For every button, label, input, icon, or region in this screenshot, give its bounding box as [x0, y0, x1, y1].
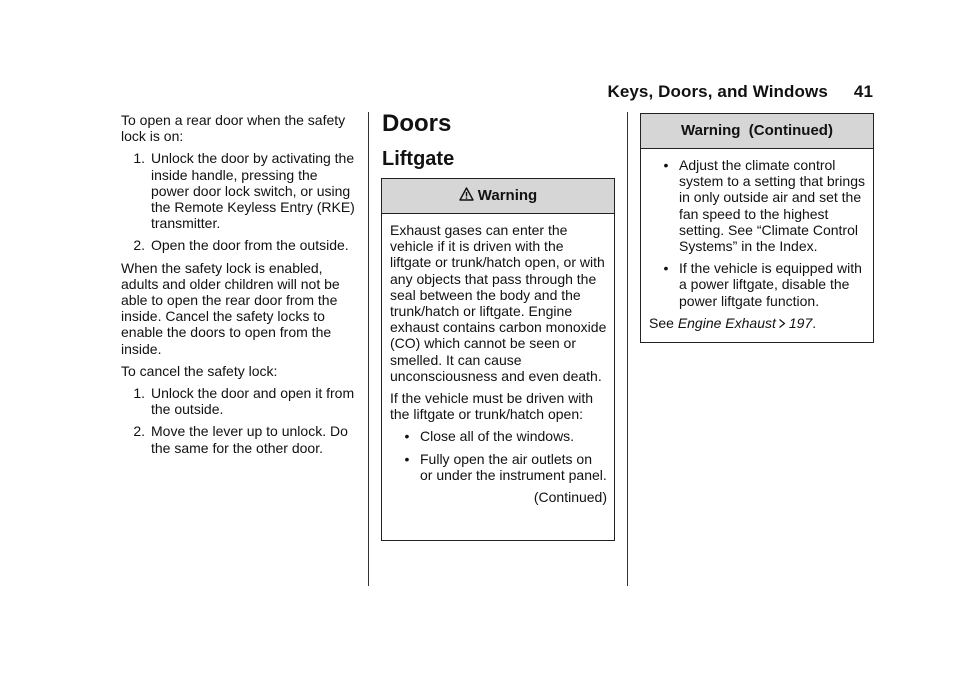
- bullet-text: Close all of the windows.: [420, 428, 575, 445]
- engine-exhaust-page[interactable]: 197: [788, 314, 813, 331]
- step-number: 1.: [133, 385, 145, 402]
- list-item: [121, 150, 357, 231]
- bullet-glyph: •: [404, 450, 410, 467]
- bullet-text: Fully open the air outlets on or under the instrument panel.: [420, 450, 607, 483]
- engine-exhaust-link[interactable]: Engine Exhaust: [677, 314, 776, 331]
- bullet-glyph: •: [404, 428, 410, 445]
- list-item: [649, 260, 866, 309]
- list-item: [649, 157, 866, 254]
- step-text: Unlock the door and open it from the outside.: [151, 385, 355, 418]
- step-text: Unlock the door by activating the inside handle, pressing the power door lock switch, or using the Remote Keyless Entry (RKE) transmitter.: [151, 150, 355, 232]
- step-text: Open the door from the outside.: [151, 237, 349, 254]
- warning-continued-title: Warning (Continued): [681, 121, 833, 139]
- warning-paragraph-driven-open: If the vehicle must be driven with the liftgate or trunk/hatch open:: [390, 390, 594, 423]
- safety-lock-enabled-paragraph: When the safety lock is enabled, adults and older children will not be able to open the rear door from the inside. Cancel the safety locks to enable the doors to open from the inside.: [121, 259, 340, 357]
- warning-triangle-icon: [459, 187, 474, 205]
- open-rear-door-intro: To open a rear door when the safety lock is on:: [121, 112, 346, 145]
- section-heading-doors: Doors: [382, 110, 452, 137]
- column-divider-left: [368, 112, 369, 586]
- continued-label: (Continued): [533, 489, 607, 506]
- subsection-heading-liftgate: Liftgate: [382, 148, 455, 170]
- warning-box-body: [382, 214, 614, 517]
- step-number: 2.: [133, 237, 145, 254]
- list-item: [121, 423, 357, 455]
- see-reference: [649, 315, 866, 332]
- warning-paragraph-exhaust: Exhaust gases can enter the vehicle if it is driven with the liftgate or trunk/hatch open, or with any objects that pass through the seal between the body and the trunk/hatch or liftgate. Engine exhaust contains carbon monoxide (CO) which cannot be seen or smelled. It can cause unconsciousness and even death.: [390, 222, 607, 384]
- list-item: [390, 451, 607, 483]
- see-prefix: See: [649, 314, 674, 331]
- list-item: [121, 385, 357, 417]
- bullet-glyph: •: [663, 260, 669, 277]
- warning-box: [381, 178, 615, 541]
- warning-box-header: [641, 114, 873, 149]
- step-number: 2.: [133, 423, 145, 440]
- see-suffix: .: [812, 314, 817, 331]
- list-item: [121, 237, 357, 253]
- bullet-text: Adjust the climate control system to a setting that brings in only outside air and set the fan speed to the highest setting. See “Climate Control Systems” in the Index.: [679, 157, 865, 255]
- page-header: [570, 82, 873, 102]
- step-number: 1.: [133, 150, 145, 167]
- list-item: [390, 428, 607, 444]
- column-left: [121, 112, 357, 462]
- cross-reference-arrow-icon: [778, 316, 787, 332]
- page-number: 41: [853, 82, 873, 101]
- cancel-safety-lock-intro: To cancel the safety lock:: [121, 362, 278, 379]
- warning-title: Warning: [477, 186, 538, 204]
- warning-box-header: [382, 179, 614, 214]
- bullet-glyph: •: [663, 157, 669, 173]
- warning-box-body: [641, 149, 873, 338]
- section-title: Keys, Doors, and Windows: [607, 82, 828, 101]
- warning-continued-box: [640, 113, 874, 343]
- column-divider-right: [627, 112, 628, 586]
- bullet-text: If the vehicle is equipped with a power liftgate, disable the power liftgate function.: [679, 260, 862, 309]
- step-text: Move the lever up to unlock. Do the same for the other door.: [151, 423, 348, 456]
